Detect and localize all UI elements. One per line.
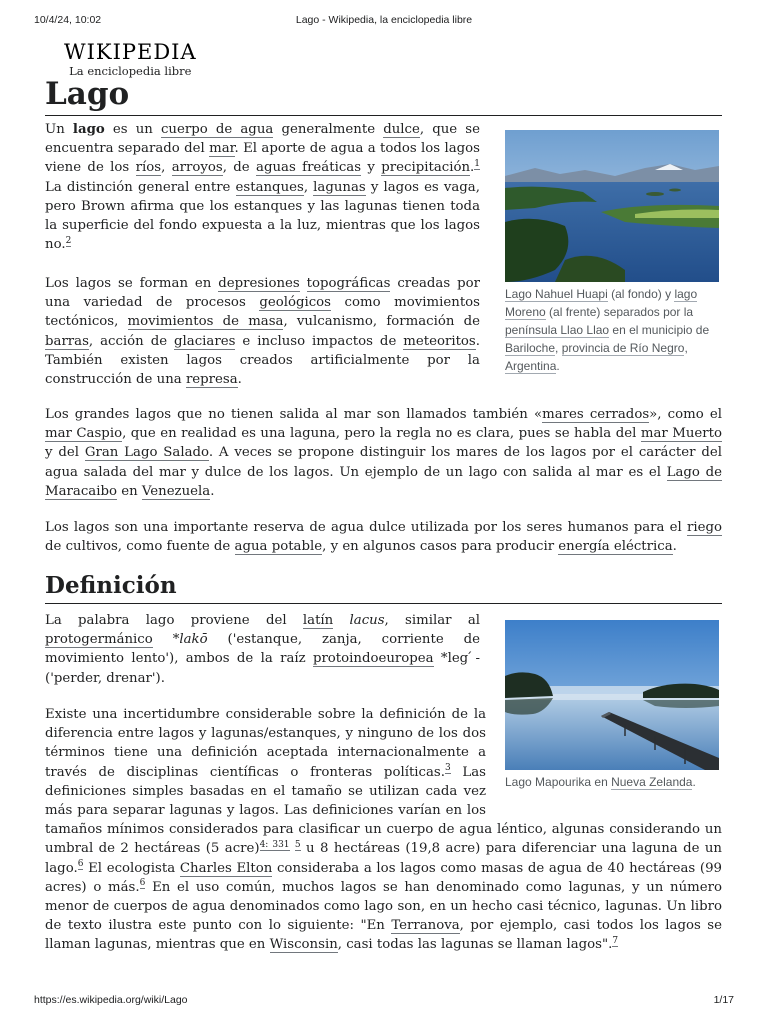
- link-mar[interactable]: mar: [209, 141, 235, 157]
- definition-paragraph-1: La palabra lago proviene del latín lacus, similar al protogermánico *lakō ('estanque, zanja, corriente de movimiento lento'), ambos de la raíz protoindoeuropea *leg ́- ('perder, drenar').: [45, 613, 481, 686]
- reference-6b[interactable]: 6: [139, 878, 146, 889]
- protogermanic-word: *lakō: [172, 632, 208, 648]
- figure-wrap-spacer: [486, 705, 722, 820]
- caption-link-bariloche[interactable]: Bariloche: [505, 341, 556, 355]
- reference-6[interactable]: 6: [77, 859, 84, 870]
- figure-lago-nahuel-huapi: [505, 130, 719, 375]
- link-protogermanico[interactable]: protogermánico: [45, 632, 153, 648]
- link-precipitacion[interactable]: precipitación: [381, 160, 471, 176]
- link-mares-cerrados[interactable]: mares cerrados: [542, 407, 650, 422]
- link-protoindoeuropea[interactable]: protoindoeuropea: [312, 651, 434, 667]
- intro-paragraph-4: Los lagos son una importante reserva de agua dulce utilizada por los seres humanos para el riego de cultivos, como fuente de agua potable, y en algunos casos para producir energía eléctrica.: [45, 520, 722, 555]
- link-movimientos-de-masa[interactable]: movimientos de masa: [127, 314, 284, 330]
- reference-2[interactable]: 2: [65, 235, 72, 246]
- definition-paragraph-2: Existe una incertidumbre considerable sobre la definición de la diferencia entre lagos y lagunas/estanques, y ninguno de los dos términos tiene una definición aceptada internacionalmente a través de disciplinas científicas o fronteras políticas.$^3$ Las definiciones simples basadas en el tamaño se utilizan cada vez más para separar lagunas y lagos. Las definiciones varían en los tamaños mínimos considerados para clasificar un cuerpo de agua léntico, algunas considerando un umbral de 2 hectáreas (5 acre)$^{4: 331}$ $^5$ u 8 hectáreas (19,8 acre) para diferenciar una laguna de un lago.$^6$ El ecologista Charles Elton consideraba a los lagos como masas de agua de 40 hectáreas (99 acres) o más.$^6$ En el uso común, muchos lagos se han denominado como lagunas, y un número menor de cuerpos de agua denominados como lago son, en un hecho casi técnico, lagunas. Un libro de texto ilustra este punto con lo siguiente: "En Terranova, por ejemplo, casi todos los lagos se llaman lagunas, mientras que en Wisconsin, casi todas las lagunas se llaman lagos".$^7$: [45, 707, 722, 953]
- caption-link-lago-moreno[interactable]: lago Moreno: [505, 287, 698, 319]
- link-meteoritos[interactable]: meteoritos: [403, 333, 476, 349]
- link-barras[interactable]: barras: [45, 333, 89, 349]
- link-venezuela[interactable]: Venezuela: [141, 483, 211, 499]
- caption-link-nahuel-huapi[interactable]: Lago Nahuel Huapi: [505, 287, 608, 301]
- link-gran-lago-salado[interactable]: Gran Lago Salado: [84, 445, 209, 461]
- caption-link-nueva-zelanda[interactable]: Nueva Zelanda: [611, 775, 693, 789]
- link-wisconsin[interactable]: Wisconsin: [269, 937, 338, 953]
- print-datetime: 10/4/24, 10:02: [34, 14, 102, 26]
- link-cuerpo-de-agua[interactable]: cuerpo de agua: [160, 122, 274, 137]
- link-mar-caspio[interactable]: mar Caspio: [45, 426, 123, 442]
- page-title: Lago: [45, 74, 722, 116]
- link-charles-elton[interactable]: Charles Elton: [179, 860, 273, 876]
- print-url: https://es.wikipedia.org/wiki/Lago: [34, 994, 188, 1006]
- link-rios[interactable]: ríos: [135, 160, 162, 176]
- link-glaciares[interactable]: glaciares: [174, 333, 236, 349]
- link-represa[interactable]: represa: [185, 372, 238, 388]
- link-aguas-freaticas[interactable]: aguas freáticas: [256, 160, 362, 176]
- caption-link-provincia-rio-negro[interactable]: provincia de Río Negro: [561, 341, 685, 355]
- link-geologicos[interactable]: geológicos: [259, 295, 331, 311]
- bold-term: lago: [72, 122, 105, 137]
- link-arroyos[interactable]: arroyos: [171, 160, 223, 176]
- link-estanques[interactable]: estanques: [235, 179, 304, 195]
- wikipedia-logo[interactable]: [64, 40, 197, 78]
- intro-paragraph-2: Los lagos se forman en depresiones topográficas creadas por una variedad de procesos geológicos como movimientos tectónicos, movimientos de masa, vulcanismo, formación de barras, acción de glaciares e incluso impactos de meteoritos. También existen lagos creados artificialmente por la construcción de una represa.: [45, 276, 480, 388]
- print-footer: [0, 994, 768, 1008]
- caption-link-peninsula-llao-llao[interactable]: península Llao Llao: [505, 323, 610, 337]
- link-topograficas[interactable]: topográficas: [306, 276, 391, 291]
- reference-1[interactable]: 1: [474, 158, 480, 169]
- link-riego[interactable]: riego: [687, 520, 722, 535]
- lake-landscape-image: [505, 130, 719, 282]
- link-lagunas[interactable]: lagunas: [313, 179, 366, 195]
- lake-photo-nahuel-huapi[interactable]: [505, 130, 719, 282]
- intro-paragraph-1: Un lago es un cuerpo de agua generalmente dulce, que se encuentra separado del mar. El aporte de agua a todos los lagos viene de los ríos, arroyos, de aguas freáticas y precipitación.$^1$ La distinción general entre estanques, lagunas y lagos es vaga, pero Brown afirma que los estanques y las lagunas tienen toda la superficie del fondo expuesta a la luz, mientras que los lagos no.$^2$: [45, 122, 480, 253]
- link-latin[interactable]: latín: [302, 613, 334, 628]
- print-header: [0, 14, 768, 28]
- figure-caption-1: Lago Nahuel Huapi (al fondo) y lago Moreno (al frente) separados por la península Llao Llao en el municipio de Bariloche, provincia de Río Negro, Argentina.: [505, 287, 710, 373]
- section-heading-definicion: Definición: [45, 570, 722, 604]
- reference-7[interactable]: 7: [612, 936, 619, 947]
- link-depresiones[interactable]: depresiones: [218, 276, 300, 291]
- latin-word: lacus: [349, 613, 385, 628]
- link-lago-de-maracaibo[interactable]: Lago de Maracaibo: [45, 464, 722, 499]
- reference-5[interactable]: 5: [294, 840, 301, 850]
- link-terranova[interactable]: Terranova: [391, 918, 460, 934]
- wikipedia-wordmark: WIKIPEDIA: [64, 40, 197, 64]
- wikipedia-tagline: La enciclopedia libre: [69, 64, 192, 78]
- link-dulce[interactable]: dulce: [383, 122, 420, 137]
- intro-paragraph-3: Los grandes lagos que no tienen salida al mar son llamados también «mares cerrados», como el mar Caspio, que en realidad es una laguna, pero la regla no es clara, pues se habla del mar Muerto y del Gran Lago Salado. A veces se propone distinguir los mares de los lagos por el carácter del agua salada del mar y dulce de los lagos. Un ejemplo de un lago con salida al mar es el Lago de Maracaibo en Venezuela.: [45, 407, 722, 499]
- reference-4[interactable]: 4: 331: [259, 840, 290, 850]
- reference-3[interactable]: 3: [444, 763, 451, 774]
- caption-link-argentina[interactable]: Argentina: [505, 359, 557, 373]
- link-agua-potable[interactable]: agua potable: [234, 539, 323, 555]
- figure-caption-2: Lago Mapourika en Nueva Zelanda.: [505, 775, 696, 789]
- print-page-number: 1/17: [713, 994, 734, 1006]
- print-document-title: Lago - Wikipedia, la enciclopedia libre: [295, 14, 473, 26]
- link-mar-muerto[interactable]: mar Muerto: [640, 426, 722, 442]
- link-energia-electrica[interactable]: energía eléctrica: [558, 539, 673, 555]
